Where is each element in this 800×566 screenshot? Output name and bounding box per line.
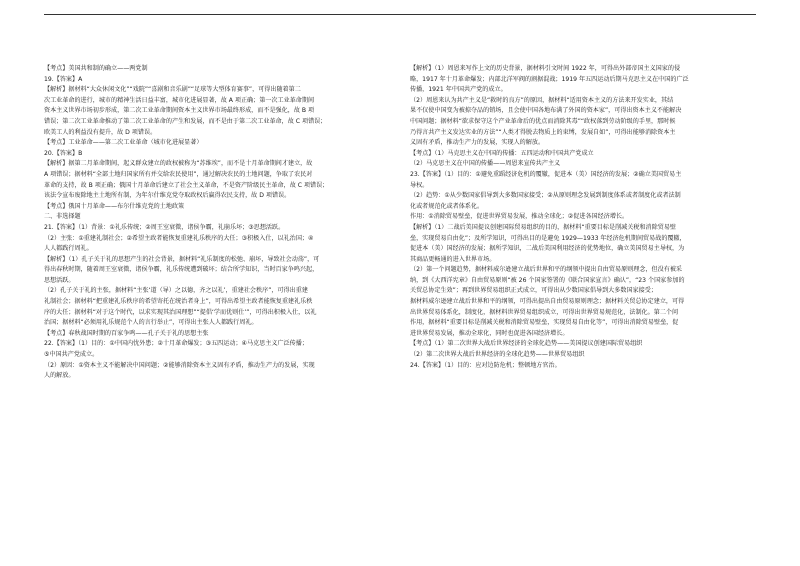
text-line: 思想活跃。 — [44, 276, 75, 284]
text-line: （2）孔子关于礼的主张，据材料“主张‘道（导）之以德，齐之以礼’，重建社会秩序”，可得出重建 — [44, 287, 308, 295]
text-line: 23.【答案】（1）目的：①避免重蹈经济危机的覆辙，促进本（美）国经济的发展；②确立美国贸易主 — [410, 170, 682, 178]
text-line: 序的大任；据材料“对于这个时代，以求实现其治国理想”“提倡‘学而优则仕’”，可得出积极入仕，以礼 — [44, 308, 317, 316]
text-line: 21.【答案】（1）背景：①礼乐传统；②周王室衰微，诸侯争霸，礼崩乐坏；③思想活跃。 — [44, 223, 285, 231]
text-line: 【解析】（1）孔子关于礼的思想产生的社会背景，据材料“礼乐制度的松弛、崩坏，导致社会动荡”，可 — [44, 255, 320, 263]
text-line: 人人都践行周礼。 — [44, 245, 93, 253]
text-line: 该法令宣布废除地主土地所有制，为年尔什维克党夺取政权后赢得农民支持，故 D 项错误。 — [44, 192, 291, 200]
text-line: 果不仅使中国变为被掠夺品的销场，且会使中国各地布满了外国的资本家”，可得出资本主义不能解决 — [410, 107, 682, 115]
text-line: 出世界贸易体系化，制度化，据材料世界贸易组织成立，可得出世界贸易规范化，法制化。第二个问 — [410, 308, 679, 316]
text-line: 礼制社会；据材料“把重建礼乐秩序的希望寄托在统治者身上”，可得出希望主政者能恢复重建礼乐秩 — [44, 298, 313, 306]
text-line: （2）马克思主义在中国的传播——周恩来宣传共产主义 — [410, 160, 561, 168]
left-column — [44, 64, 399, 382]
text-line: 次工业革命的进行，城市的精神生活日益丰富，城市化进展显著，故 A 项正确；第一次工业革命期间 — [44, 96, 315, 104]
text-line: 革命的支持，故 B 项正确；俄国十月革命后建立了社会主义革命，不是资产阶级民主革命，故 C 项错误； — [44, 181, 329, 189]
text-line: 中国问题；据材料“欲求保守这个产业革命后的优点而消除其毒”“政权落到劳动阶级的手里，那时候 — [410, 117, 676, 125]
text-line: 纳，到《大西洋宪章》自由贸易原则“被 26 个国家签署的《联合国家宣言》确认”，“23 个国家参加的 — [410, 276, 685, 284]
text-line: A 项错误；据材料“全部土地归国家所有并交给农民使用”，通过解决农民的土地问题，争取了农民对 — [44, 170, 313, 178]
text-line: 20.【答案】B — [44, 149, 83, 157]
text-line: 错误；第二次工业革命推动了第二次工业革命的产生和发展，而不是由于第二次工业革命，故 C 项错误； — [44, 117, 327, 125]
text-line: 乃得言共产主义发达实业的方法”“人类才得脱去物质上的束缚，发展自如”，可得出能够消除资本主 — [410, 128, 676, 136]
right-column — [410, 64, 765, 371]
text-line: 得出春秋时期，随着周王室衰微，诸侯争霸，礼乐传统遭到破坏；结合所学知识，当时百家争鸣兴起， — [44, 266, 319, 274]
text-line: 其商品更畅通的进入世界市场。 — [410, 255, 496, 263]
text-line: （2）趋势：①从少数国家倡导到大多数国家接受；②从原则理念发展到制度体系或者制度化或者法制 — [410, 192, 681, 200]
text-line: 略，1917 年十月革命爆发；内部北洋军阀的割据混战；1919 年五四运动后期马克思主义在中国的广泛 — [410, 75, 689, 83]
text-line: （2）周恩来认为共产主义是“救时的良方”的原因，据材料“适用资本主义的方法来开发实业，其结 — [410, 96, 674, 104]
text-line: 【考点】俄国十月革命——布尔什维克党的土地政策 — [44, 202, 185, 210]
text-line: 【解析】据第二月革命期间，起义群众建立的政权被称为“苏维埃”，而不是十月革命期间才建立，故 — [44, 160, 313, 168]
text-line: 【考点】春秋战国时期的百家争鸣——孔子关于礼的思想主张 — [44, 329, 209, 337]
text-line: ⑤中国共产党成立。 — [44, 351, 99, 359]
text-line: 22.【答案】（1）目的：①中国内忧外患；②十月革命爆发；③五四运动；④马克思主义广泛传播； — [44, 340, 308, 348]
text-line: 24.【答案】（1）目的：应对边防危机；整顿地方官治。 — [410, 361, 561, 369]
text-line: 垒，实现贸易自由化”；及所学知识，可得出目的是避免 1929—1933 年经济危机期间贸易战的覆辙， — [410, 234, 686, 242]
text-line: 作用，据材料“重要目标是削减关税和消除贸易壁垒，实现贸易自由化等”，可得出消除贸易壁垒，促 — [410, 319, 679, 327]
text-line: 据材料威尔逊建立战后世界和平的纲领，可得出提出自由贸易原则理念；据材料关贸总协定建立，可得 — [410, 298, 685, 306]
text-line: 【考点】（1）马克思主义在中国的传播：五四运动和中国共产党成立 — [410, 149, 594, 157]
text-line: 资本主义世界市场初步形成，第二次工业革命期间资本主义世界市场最终形成，而不是强化，故 B 项 — [44, 107, 315, 115]
text-line: 导权。 — [410, 181, 429, 189]
text-line: 进世界贸易发展，推动全球化，同时也促进各国经济增长。 — [410, 329, 569, 337]
text-line: 关贸总协定生效”；再到世界贸易组织正式成立，可得出从少数国家倡导到大多数国家接受； — [410, 287, 657, 295]
text-line: 传播，1921 年中国共产党的成立。 — [410, 86, 507, 94]
text-line: 【考点】工业革命——第二次工业革命（城市化进展显著） — [44, 139, 203, 147]
text-line: 19.【答案】A — [44, 75, 83, 83]
text-line: 人的解放。 — [44, 372, 75, 380]
text-line: 化或者规范化或者体系化。 — [410, 202, 484, 210]
top-rule — [44, 14, 756, 15]
text-line: 【解析】（1）周恩来写作上文的历史背景，据材料引文时间 1922 年，可得出外部帝国主义国家的侵 — [410, 65, 681, 72]
text-line: 二、非选择题 — [44, 213, 81, 221]
text-line: （2）第二次世界大战后世界经济的全球化趋势——世界贸易组织 — [410, 351, 585, 359]
text-line: 【解析】（1）二战后美国提议创建国际贸易组织的目的，据材料“重要目标是削减关税和消除贸易壁 — [410, 223, 677, 231]
text-line: 作用：①消除贸易壁垒，促进世界贸易发展，推动全球化；②促进各国经济增长。 — [410, 213, 629, 221]
text-line: （2）原因：①资本主义不能解决中国问题；②能够消除资本主义固有矛盾，推动生产力的发展，实现 — [44, 361, 315, 369]
text-line: 促进本（美）国经济的发展；据所学知识，二战后美国利用经济的优势地位，确立美国贸易主导权，为 — [410, 245, 685, 253]
text-line: （2）主张：①重建礼制社会；②希望主政者能恢复重建礼乐秩序的大任；③积极入仕，以礼治国；④ — [44, 234, 314, 242]
text-line: 治国；据材料“必须用礼乐规范个人的言行举止”，可得出主张人人都践行周礼。 — [44, 319, 258, 327]
text-line: 【考点】（1）第二次世界大战后世界经济的全球化趋势——美国提议创建国际贸易组织 — [410, 340, 643, 348]
text-line: 欧美工人的利益没有提升，故 D 项错误。 — [44, 128, 157, 136]
text-line: 【解析】据材料“大众休闲文化”“戏院”“喜剧和音乐剧”“足球等大型体育赛事”，可得出随着第二 — [44, 86, 301, 94]
text-line: 【考点】美国共和制的确立——两党制 — [44, 65, 148, 72]
text-line: （2）第一个问题趋势，据材料威尔逊建立战后世界和平的纲领中提出自由贸易原则理念，但没有被采 — [410, 266, 683, 274]
text-line: 义固有矛盾，推动生产力的发展，实现人的解放。 — [410, 139, 545, 147]
